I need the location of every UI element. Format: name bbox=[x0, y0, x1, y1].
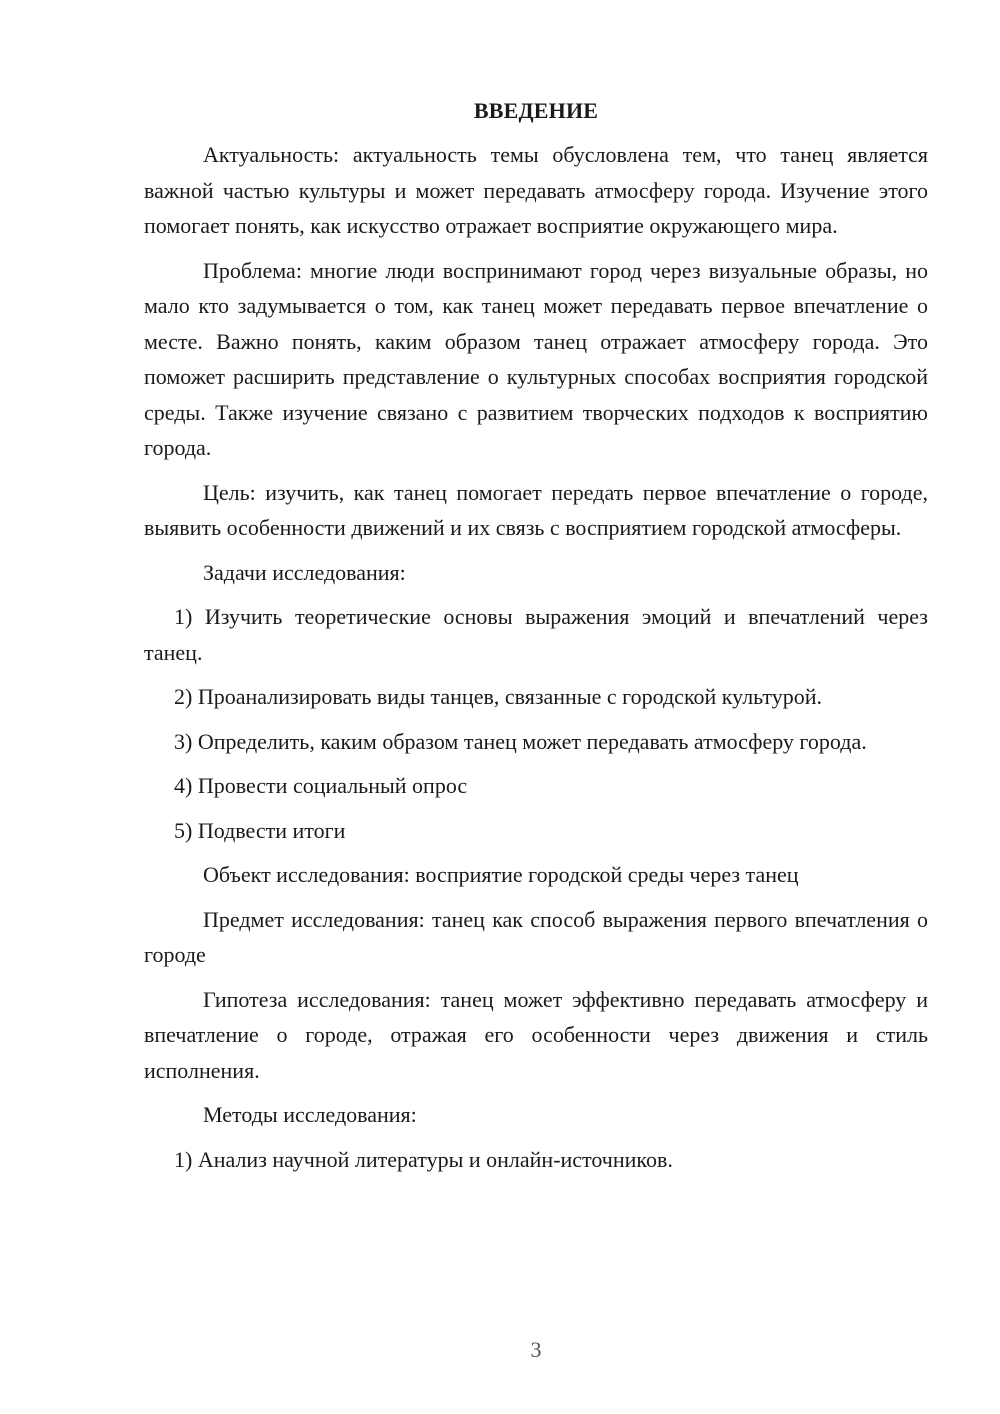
page-number: 3 bbox=[530, 1337, 542, 1362]
relevance-paragraph: Актуальность: актуальность темы обусловлена тем, что танец является важной частью культуры и может передавать атмосферу города. Изучение этого помогает понять, как искусство отражает восприятие окружающего мира. bbox=[144, 142, 928, 238]
tasks-heading: Задачи исследования: bbox=[203, 559, 406, 585]
problem-paragraph: Проблема: многие люди воспринимают город через визуальные образы, но мало кто задумывается о том, как танец может передавать первое впечатление о месте. Важно понять, каким образом танец отражает атмосферу города. Это поможет расширить представление о культурных способах восприятия городской среды. Также изучение связано с развитием творческих подходов к восприятию города. bbox=[144, 257, 928, 460]
method-item-1: 1) Анализ научной литературы и онлайн-источников. bbox=[174, 1146, 673, 1172]
methods-heading: Методы исследования: bbox=[203, 1102, 417, 1127]
task-item-5: 5) Подвести итоги bbox=[174, 817, 346, 843]
subject-paragraph: Предмет исследования: танец как способ выражения первого впечатления о городе bbox=[144, 906, 928, 967]
task-item-4: 4) Провести социальный опрос bbox=[174, 773, 468, 798]
hypothesis-paragraph: Гипотеза исследования: танец может эффективно передавать атмосферу и впечатление о городе, отражая его особенности через движения и стиль исполнения. bbox=[144, 986, 928, 1083]
task-item-3: 3) Определить, каким образом танец может передавать атмосферу города. bbox=[174, 728, 867, 754]
goal-paragraph: Цель: изучить, как танец помогает передать первое впечатление о городе, выявить особенности движений и их связь с восприятием городской атмосферы. bbox=[144, 479, 928, 540]
page-content bbox=[144, 96, 928, 1186]
page-title: ВВЕДЕНИЕ bbox=[473, 98, 599, 123]
object-paragraph: Объект исследования: восприятие городской среды через танец bbox=[203, 862, 799, 887]
task-item-1: 1) Изучить теоретические основы выражения эмоций и впечатлений через танец. bbox=[144, 604, 928, 665]
task-item-2: 2) Проанализировать виды танцев, связанные с городской культурой. bbox=[174, 684, 822, 709]
